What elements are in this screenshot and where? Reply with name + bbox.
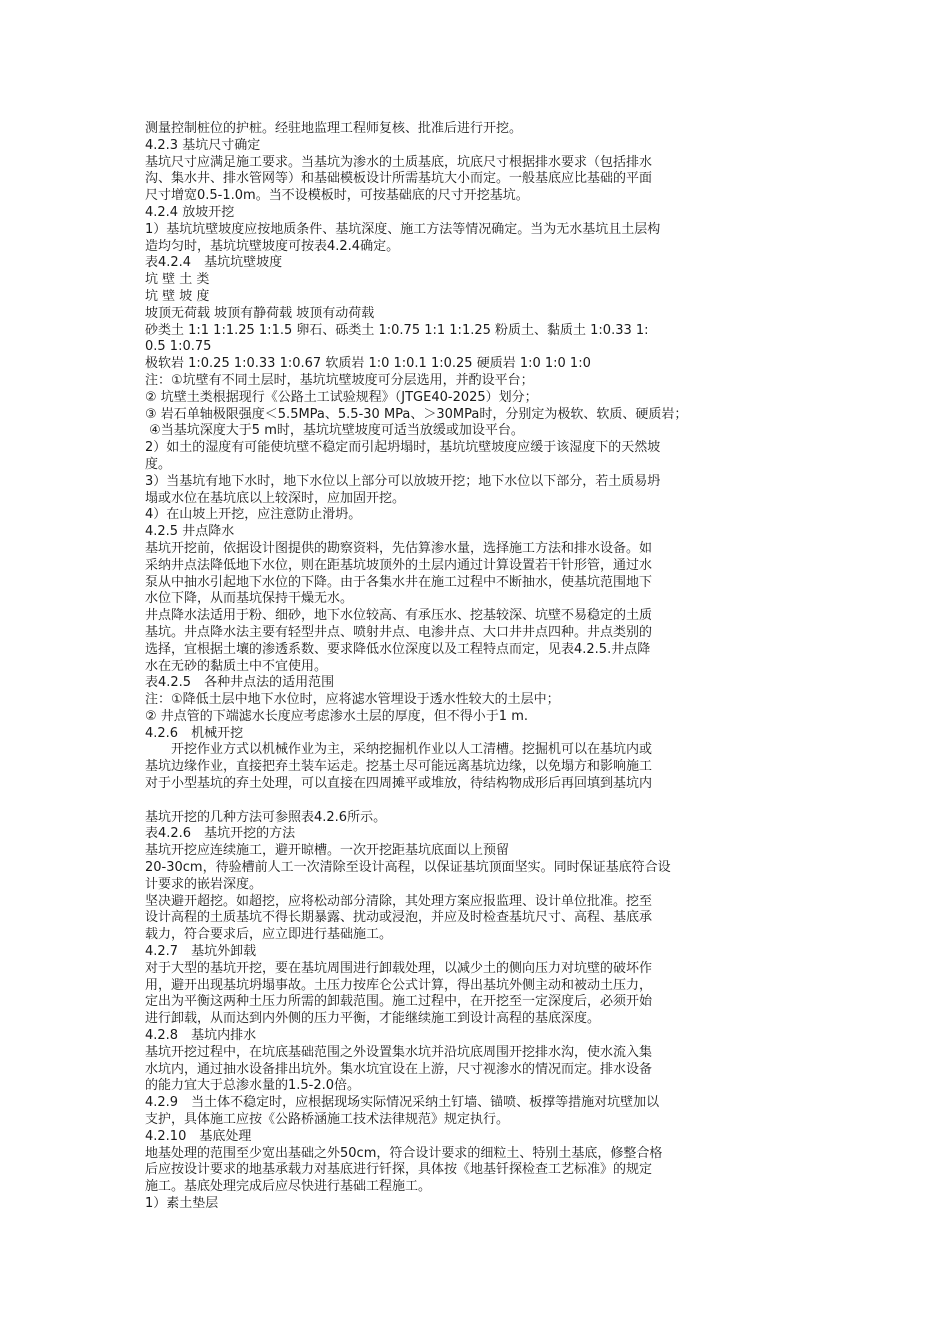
text-line: 坚决避开超挖。如超挖，应将松动部分清除，其处理方案应报监理、设计单位批准。挖至: [145, 893, 653, 909]
table-caption: 表4.2.4 基坑坑壁坡度: [145, 255, 283, 271]
text-line: 对于大型的基坑开挖，要在基坑周围进行卸载处理，以减少土的侧向压力对坑壁的破坏作: [145, 960, 653, 976]
text-line: 基坑尺寸应满足施工要求。当基坑为渗水的土质基底，坑底尺寸根据排水要求（包括排水: [145, 154, 653, 170]
text-line: 进行卸载，从而达到内外侧的压力平衡，才能继续施工到设计高程的基底深度。: [145, 1011, 601, 1027]
text-line: 基坑开挖应连续施工，避开晾槽。一次开挖距基坑底面以上预留: [145, 843, 510, 859]
note-line: 注：①坑壁有不同土层时，基坑坑壁坡度可分层选用，并酌设平台；: [145, 372, 534, 388]
note-line: ② 坑壁土类根据现行《公路土工试验规程》（JTGE40-2025）划分；: [145, 389, 538, 405]
table-header: 坑 壁 土 类: [145, 272, 210, 288]
text-line: 用，避开出现基坑坍塌事故。土压力按库仑公式计算，得出基坑外侧主动和被动土压力，: [145, 977, 653, 993]
blank-line: [145, 793, 815, 810]
text-line: 基坑开挖前，依据设计图提供的勘察资料，先估算渗水量，选择施工方法和排水设备。如: [145, 540, 653, 556]
text-line: 沟、集水井、排水管网等）和基础模板设计所需基坑大小而定。一般基底应比基础的平面: [145, 171, 653, 187]
text-line: 1）素土垫层: [145, 1196, 219, 1211]
text-line: 基坑。井点降水法主要有轻型井点、喷射井点、电渗井点、大口井井点四种。井点类别的: [145, 624, 653, 640]
text-line: 水位下降，从而基坑保持干燥无水。: [145, 591, 354, 607]
section-heading: 4.2.7 基坑外卸载: [145, 944, 257, 960]
text-line: 塌或水位在基坑底以上较深时，应加固开挖。: [145, 490, 406, 506]
text-line: 水在无砂的黏质土中不宜使用。: [145, 658, 328, 674]
note-line: ② 井点管的下端滤水长度应考虑渗水土层的厚度，但不得小于1 m.: [145, 708, 528, 724]
text-line: 尺寸增宽0.5-1.0m。当不设模板时，可按基础底的尺寸开挖基坑。: [145, 188, 529, 204]
text-line: 4）在山坡上开挖，应注意防止滑坍。: [145, 507, 362, 523]
text-line: 基坑开挖过程中，在坑底基础范围之外设置集水坑并沿坑底周围开挖排水沟，使水流入集: [145, 1044, 653, 1060]
text-line: 井点降水法适用于粉、细砂，地下水位较高、有承压水、挖基较深、坑壁不易稳定的土质: [145, 608, 653, 624]
text-line: 水坑内，通过抽水设备排出坑外。集水坑宜设在上游，尺寸视渗水的情况而定。排水设备: [145, 1061, 653, 1077]
text-line: 开挖作业方式以机械作业为主，采纳挖掘机作业以人工清槽。挖掘机可以在基坑内或: [145, 742, 653, 758]
text-line: 基坑边缘作业，直接把弃土装车运走。挖基土尽可能远离基坑边缘，以免塌方和影响施工: [145, 759, 653, 775]
text-line: 地基处理的范围至少宽出基础之外50cm，符合设计要求的细粒土、特别土基底，修整合格: [145, 1145, 663, 1161]
section-heading: 4.2.5 井点降水: [145, 524, 235, 540]
note-line: ④当基坑深度大于5 m时，基坑坑壁坡度可适当放缓或加设平台。: [145, 423, 524, 439]
note-line: 注：①降低土层中地下水位时，应将滤水管埋设于透水性较大的土层中；: [145, 692, 560, 708]
text-line: 选择，宜根据土壤的渗透系数、要求降低水位深度以及工程特点而定，见表4.2.5.井点降: [145, 641, 651, 657]
text-line: 造均匀时，基坑坑壁坡度可按表4.2.4确定。: [145, 238, 400, 254]
text-line: 4.2.9 当土体不稳定时，应根据现场实际情况采纳土钉墙、锚喷、板撑等措施对坑壁加以: [145, 1095, 660, 1111]
text-line: 设计高程的土质基坑不得长期暴露、扰动或浸泡，并应及时检查基坑尺寸、高程、基底承: [145, 910, 653, 926]
document-page: [145, 121, 815, 1213]
table-header: 坡顶无荷载 坡顶有静荷载 坡顶有动荷载: [145, 305, 375, 321]
table-caption: 表4.2.6 基坑开挖的方法: [145, 826, 296, 842]
text-line: 2）如土的湿度有可能使坑壁不稳定而引起坍塌时，基坑坑壁坡度应缓于该湿度下的天然坡: [145, 440, 661, 456]
text-line: 计要求的嵌岩深度。: [145, 876, 263, 892]
text-line: 对于小型基坑的弃土处理，可以直接在四周摊平或堆放，待结构物成形后再回填到基坑内: [145, 776, 653, 792]
text-line: 泵从中抽水引起地下水位的下降。由于各集水井在施工过程中不断抽水，使基坑范围地下: [145, 574, 653, 590]
section-heading: 4.2.6 机械开挖: [145, 725, 244, 741]
text-line: 测量控制桩位的护桩。经驻地监理工程师复核、批准后进行开挖。: [145, 121, 523, 136]
note-line: ③ 岩石单轴极限强度＜5.5MPa、5.5-30 MPa、＞30MPa时，分别定为极软、软质、硬质岩；: [145, 406, 688, 422]
text-line: 定出为平衡这两种土压力所需的卸载范围。施工过程中，在开挖至一定深度后，必须开始: [145, 994, 653, 1010]
text-line: 支护，具体施工应按《公路桥涵施工技术法律规范》规定执行。: [145, 1112, 510, 1128]
table-header: 坑 壁 坡 度: [145, 288, 210, 304]
text-line: 度。: [145, 456, 172, 472]
text-line: 基坑开挖的几种方法可参照表4.2.6所示。: [145, 809, 387, 825]
text-line: 3）当基坑有地下水时，地下水位以上部分可以放坡开挖；地下水位以下部分，若土质易坍: [145, 473, 661, 489]
table-row: 极软岩 1:0.25 1:0.33 1:0.67 软质岩 1:0 1:0.1 1:0.25 硬质岩 1:0 1:0 1:0: [145, 356, 591, 372]
section-heading: 4.2.4 放坡开挖: [145, 204, 235, 220]
text-line: 载力，符合要求后，应立即进行基础施工。: [145, 927, 393, 943]
table-caption: 表4.2.5 各种井点法的适用范围: [145, 675, 335, 691]
text-line: 1）基坑坑壁坡度应按地质条件、基坑深度、施工方法等情况确定。当为无水基坑且土层构: [145, 221, 661, 237]
text-line: 20-30cm，待验槽前人工一次清除至设计高程，以保证基坑顶面坚实。同时保证基底符合设: [145, 860, 671, 876]
text-line: 的能力宜大于总渗水量的1.5-2.0倍。: [145, 1078, 361, 1094]
text-line: 后应按设计要求的地基承载力对基底进行钎探，具体按《地基钎探检查工艺标准》的规定: [145, 1162, 653, 1178]
text-line: 采纳井点法降低地下水位，则在距基坑坡顶外的土层内通过计算设置若干针形管，通过水: [145, 557, 653, 573]
table-row: 砂类土 1:1 1:1.25 1:1.5 卵石、砾类土 1:0.75 1:1 1:1.25 粉质土、黏质土 1:0.33 1:: [145, 322, 649, 338]
section-heading: 4.2.10 基底处理: [145, 1128, 252, 1144]
section-heading: 4.2.8 基坑内排水: [145, 1028, 257, 1044]
section-heading: 4.2.3 基坑尺寸确定: [145, 137, 261, 153]
table-row: 0.5 1:0.75: [145, 339, 212, 355]
text-line: 施工。基底处理完成后应尽快进行基础工程施工。: [145, 1179, 432, 1195]
